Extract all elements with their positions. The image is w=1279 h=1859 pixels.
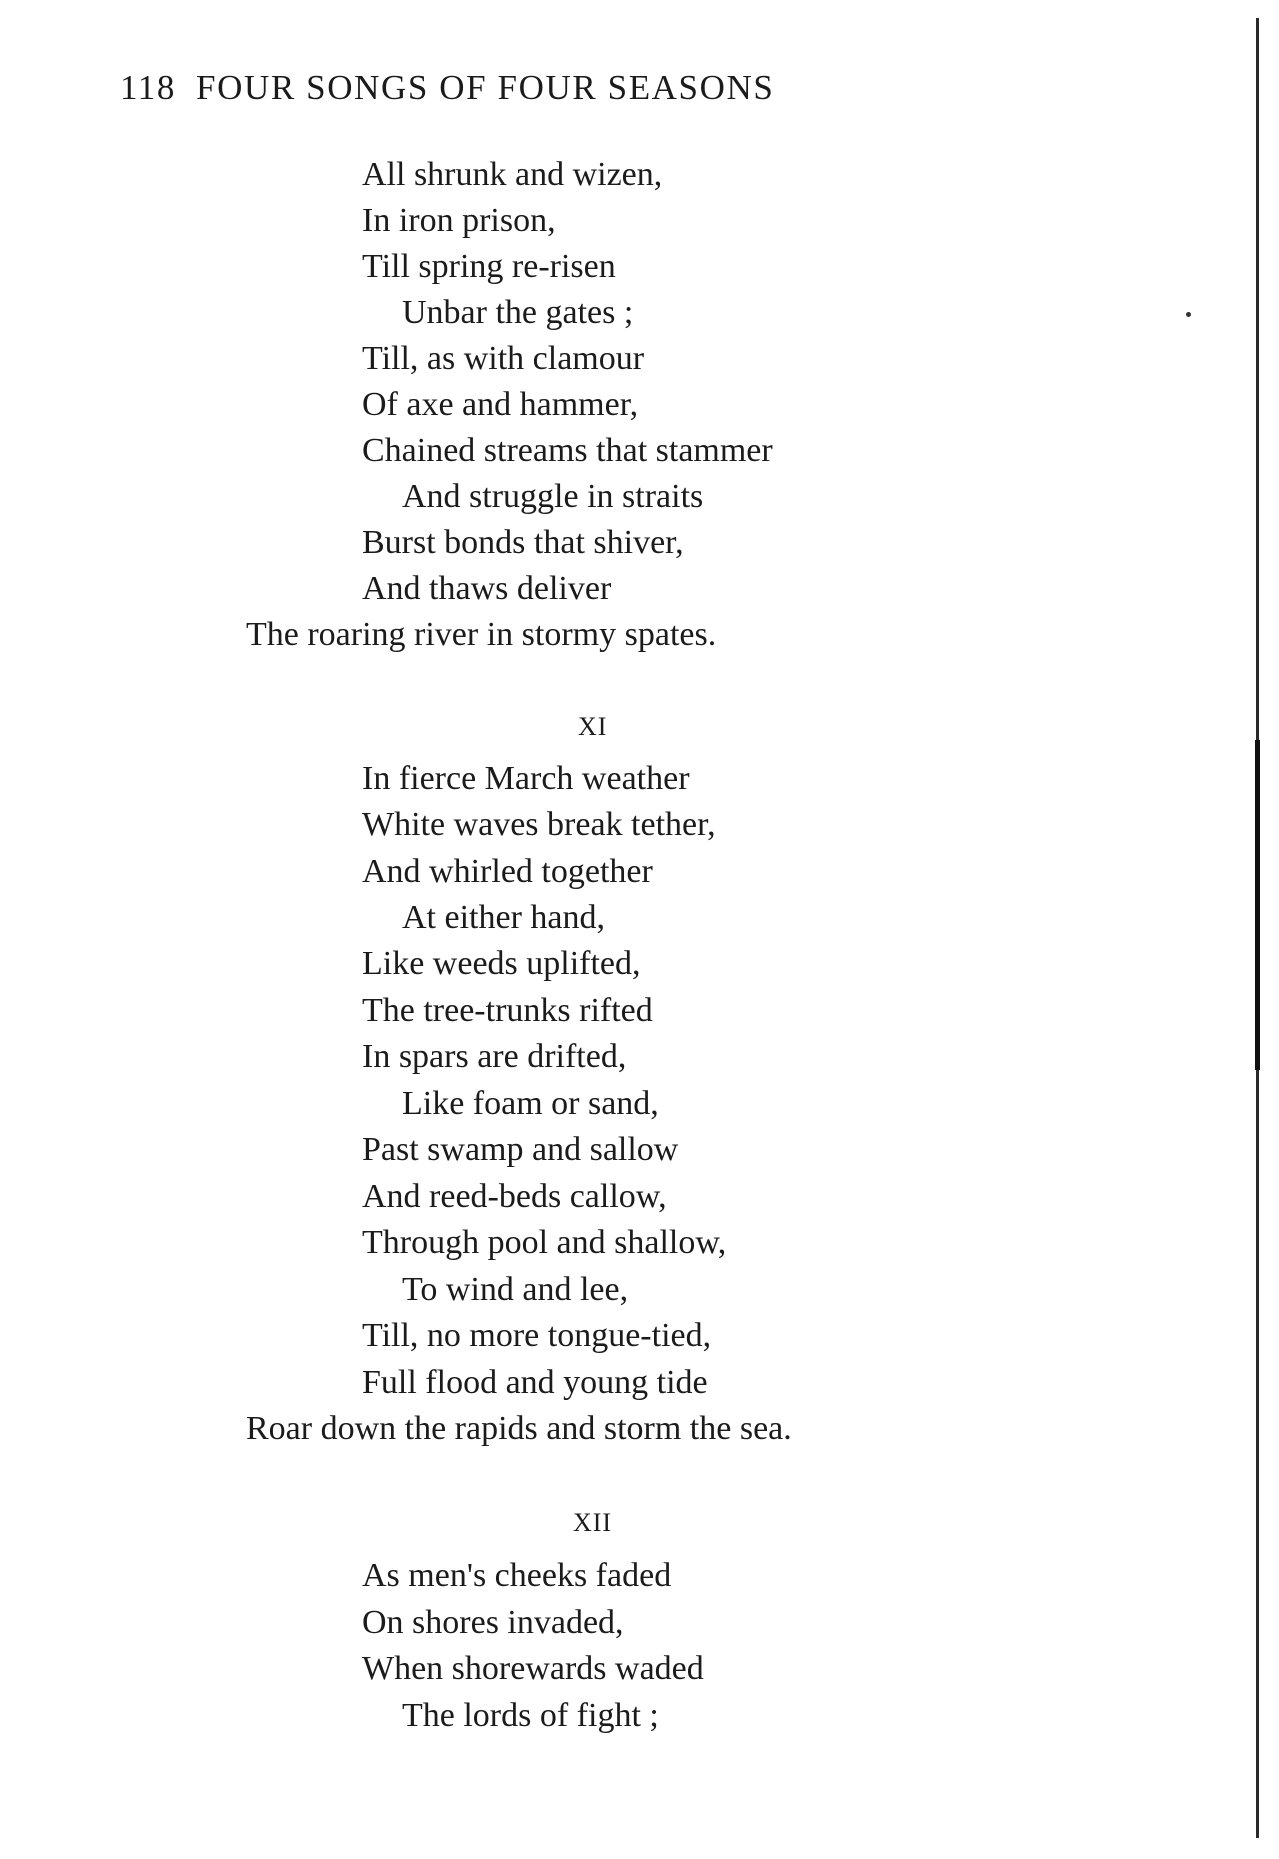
stanza-numeral-xi: XI: [578, 712, 608, 741]
poem-line: Till, no more tongue-tied,: [362, 1317, 712, 1354]
binding-edge-shadow: [1255, 740, 1260, 1070]
poem-line: Like foam or sand,: [402, 1085, 659, 1122]
poem-line: The tree-trunks rifted: [362, 992, 653, 1029]
poem-line: As men's cheeks faded: [362, 1557, 672, 1594]
poem-line: To wind and lee,: [402, 1271, 629, 1308]
poem-line: In iron prison,: [362, 202, 556, 239]
running-head: [120, 68, 774, 108]
poem-line: White waves break tether,: [362, 806, 716, 843]
poem-line: At either hand,: [402, 899, 605, 936]
poem-line: And struggle in straits: [402, 478, 704, 515]
poem-line: Unbar the gates ;: [402, 294, 634, 331]
poem-line: Through pool and shallow,: [362, 1224, 727, 1261]
poem-line: Burst bonds that shiver,: [362, 524, 684, 561]
poem-line: When shorewards waded: [362, 1650, 704, 1687]
poem-line: In spars are drifted,: [362, 1038, 627, 1075]
poem-line: Roar down the rapids and storm the sea.: [246, 1410, 792, 1447]
ink-speck: [1186, 312, 1191, 317]
poem-line: In fierce March weather: [362, 760, 690, 797]
poem-line: Till, as with clamour: [362, 340, 645, 377]
poem-line: Of axe and hammer,: [362, 386, 639, 423]
poem-line: All shrunk and wizen,: [362, 156, 663, 193]
page-number: 118: [120, 68, 177, 107]
poem-line: On shores invaded,: [362, 1604, 624, 1641]
poem-line: And whirled together: [362, 853, 653, 890]
poem-line: And reed-beds callow,: [362, 1178, 667, 1215]
poem-line: The roaring river in stormy spates.: [246, 616, 717, 653]
poem-line: And thaws deliver: [362, 570, 612, 607]
running-title: FOUR SONGS OF FOUR SEASONS: [196, 68, 775, 107]
poem-line: The lords of fight ;: [402, 1697, 659, 1734]
poem-line: Chained streams that stammer: [362, 432, 773, 469]
poem-line: Like weeds uplifted,: [362, 945, 641, 982]
poem-line: Till spring re-risen: [362, 248, 616, 285]
poem-line: Past swamp and sallow: [362, 1131, 679, 1168]
stanza-numeral-xii: XII: [573, 1508, 613, 1537]
poem-line: Full flood and young tide: [362, 1364, 708, 1401]
